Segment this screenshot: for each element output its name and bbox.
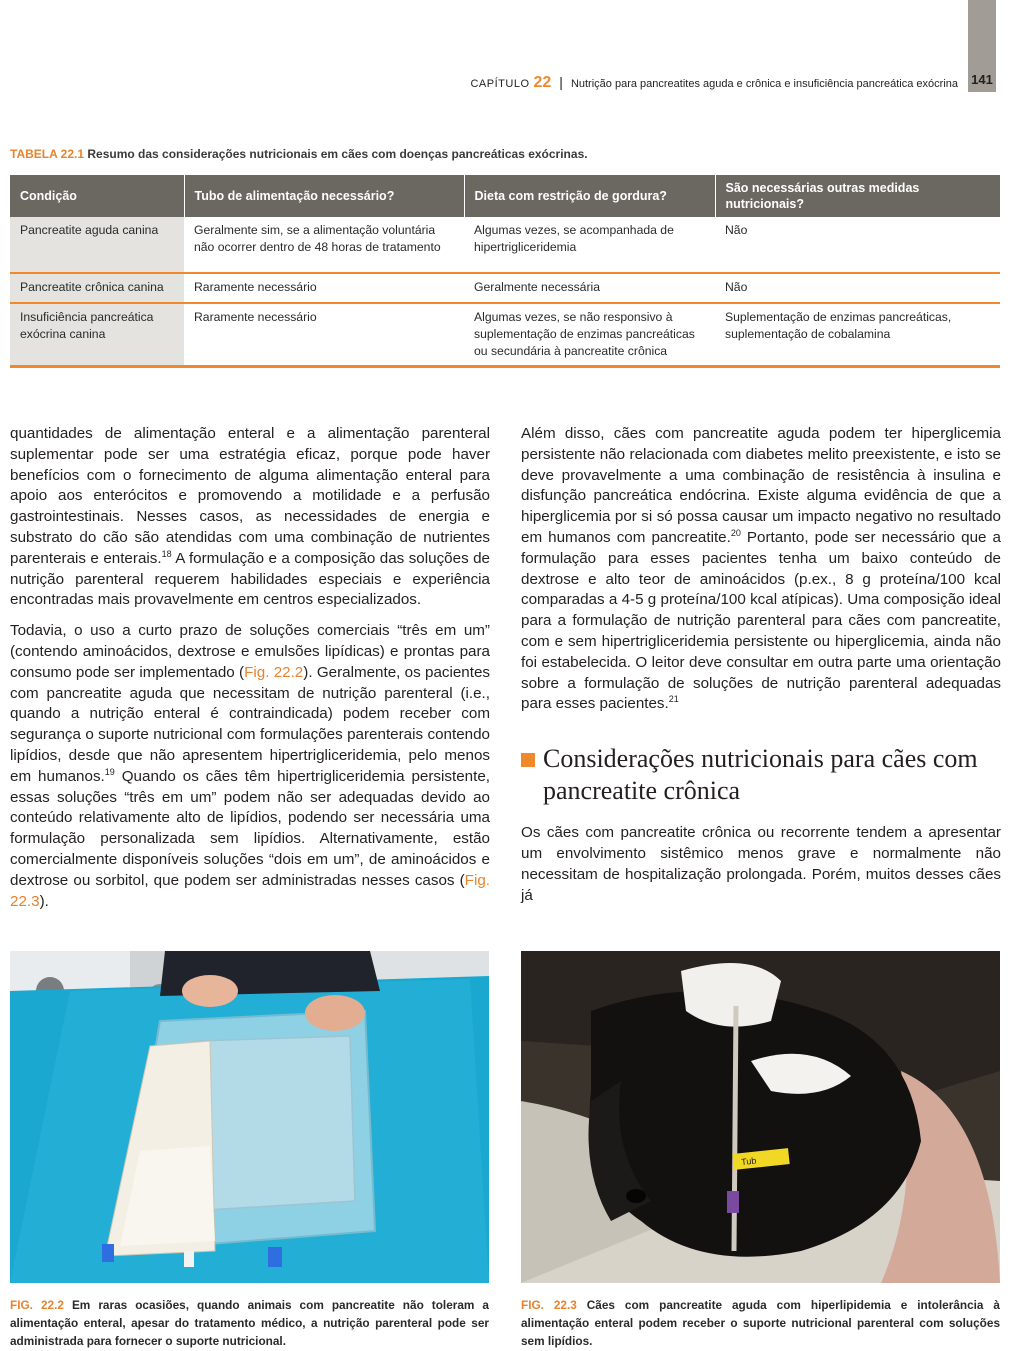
figure-label: FIG. 22.3 <box>521 1298 577 1312</box>
table-header-cell: Condição <box>10 175 184 217</box>
table-header-cell: São necessárias outras medidas nutricionais? <box>715 175 1000 217</box>
text-run: Os cães com pancreatite crônica ou recorrente tendem a apresentar um envolvimento sistêmico menos grave e normalmente não necessitam de hospitalização prolongada. Porém, muitos desses cães já <box>521 824 1001 904</box>
table-cell: Suplementação de enzimas pancreáticas, suplementação de cobalamina <box>715 303 1000 367</box>
text-run: Todavia, o uso a curto prazo de soluções comerciais “três em um” (contendo aminoácidos, dextrose e emulsões lipídicas) e prontas para consumo pode ser implementado ( <box>10 622 490 681</box>
parenteral-bag-illustration <box>10 951 489 1283</box>
table-cell-condition: Insuficiência pancreática exócrina canina <box>10 303 184 367</box>
text-run: Quando os cães têm hipertrigliceridemia persistente, essas soluções “três em um” podem não ser adequadas devido ao conteúdo relativamente alto de lipídios, podendo ser necessária uma formulação personalizada sem lipídios. Alternativamente, estão comercialmente disponíveis soluções “dois em um”, de aminoácidos e dextrose ou sorbitol, que podem ser administradas nesses casos ( <box>10 767 490 889</box>
dog-with-catheter-illustration <box>521 951 1000 1283</box>
section-title: Considerações nutricionais para cães com pancreatite crônica <box>543 744 978 806</box>
table-header-cell: Tubo de alimentação necessário? <box>184 175 464 217</box>
text-run: Além disso, cães com pancreatite aguda podem ter hiperglicemia persistente não relacionada com diabetes melito preexistente, e isto se deve provavelmente a uma combinação de resistência à insulina e disfunção pancreática endócrina. Existe alguma evidência de que a hiperglicemia por si só possa causar um impacto negativo no resultado em humanos com pancreatite. <box>521 425 1001 546</box>
text-run: A formulação e a composição das soluções de nutrição parenteral requerem habilidades especiais e experiência encontradas mais provavelmente em centros especializados. <box>10 549 490 609</box>
section-heading <box>521 743 1001 807</box>
table-cell: Algumas vezes, se acompanhada de hipertrigliceridemia <box>464 217 715 273</box>
tube-tag-label: Tub <box>740 1155 757 1168</box>
figure-22-3-image <box>521 951 1000 1283</box>
table-cell: Não <box>715 217 1000 273</box>
chapter-label: CAPÍTULO <box>470 78 530 90</box>
header-separator: | <box>559 74 563 90</box>
nutrition-table <box>10 175 1000 368</box>
body-paragraph <box>521 823 1001 906</box>
table-row <box>10 303 1000 367</box>
text-run: Portanto, pode ser necessário que a formulação para esses pacientes tenha um baixo conteúdo de dextrose e alto teor de aminoácidos (p.ex., 8 g proteína/100 kcal comparadas a 4-5 g proteína/100 kcal atípicas). Uma composição ideal para a formulação de nutrição parenteral para cães com pancreatite, com e sem hipertrigliceridemia persistente ou hiperglicemia, ainda não foi estabelecida. O leitor deve consultar em outra parte uma orientação sobre a formulação de soluções de nutrição parenteral adequadas para esses pacientes. <box>521 528 1001 713</box>
table-caption-text: Resumo das considerações nutricionais em cães com doenças pancreáticas exócrinas. <box>84 147 588 161</box>
body-paragraph <box>521 424 1001 715</box>
table-header-row <box>10 175 1000 217</box>
body-column-right <box>521 424 1001 916</box>
table-header-cell: Dieta com restrição de gordura? <box>464 175 715 217</box>
reference-superscript: 21 <box>668 694 679 705</box>
table-cell: Raramente necessário <box>184 273 464 303</box>
table-cell-condition: Pancreatite aguda canina <box>10 217 184 273</box>
reference-superscript: 20 <box>730 527 741 538</box>
figure-22-3-caption <box>521 1296 1000 1350</box>
figure-label: FIG. 22.2 <box>10 1298 64 1312</box>
running-header <box>470 74 958 92</box>
page-number: 141 <box>971 72 993 87</box>
reference-superscript: 18 <box>161 548 172 559</box>
text-run: ). <box>39 892 49 910</box>
reference-superscript: 19 <box>104 766 115 777</box>
section-marker-square <box>521 753 535 767</box>
figure-caption-text: Cães com pancreatite aguda com hiperlipidemia e intolerância à alimentação enteral podem receber o suporte nutricional parenteral com soluções sem lipídios. <box>521 1298 1000 1348</box>
table-label: TABELA 22.1 <box>10 147 85 161</box>
body-paragraph <box>10 424 490 611</box>
chapter-title: Nutrição para pancreatites aguda e crônica e insuficiência pancreática exócrina <box>570 78 958 90</box>
table-row <box>10 217 1000 273</box>
figure-22-2-image <box>10 951 489 1283</box>
table-cell: Algumas vezes, se não responsivo à suplementação de enzimas pancreáticas ou secundária à pancreatite crônica <box>464 303 715 367</box>
body-column-left <box>10 424 490 922</box>
table-cell: Geralmente sim, se a alimentação voluntária não ocorrer dentro de 48 horas de tratamento <box>184 217 464 273</box>
figure-22-2-caption <box>10 1296 489 1350</box>
table-cell: Geralmente necessária <box>464 273 715 303</box>
table-cell-condition: Pancreatite crônica canina <box>10 273 184 303</box>
chapter-number: 22 <box>533 74 552 91</box>
figure-reference-link[interactable]: Fig. 22.3 <box>10 871 490 910</box>
table-caption <box>10 147 588 161</box>
figure-caption-text: Em raras ocasiões, quando animais com pancreatite não toleram a alimentação enteral, apesar do tratamento médico, a nutrição parenteral pode ser administrada para fornecer o suporte nutricional. <box>10 1298 489 1348</box>
text-run: ). Geralmente, os pacientes com pancreatite aguda que necessitam de nutrição parenteral (i.e., quando a nutrição enteral é contraindicada) podem receber com segurança o suporte nutricional com formulações parenterais contendo lipídios, desde que não apresentem hipertrigliceridemia, pelo menos em humanos. <box>10 663 491 785</box>
table-row <box>10 273 1000 303</box>
table-cell: Não <box>715 273 1000 303</box>
body-paragraph <box>10 621 490 912</box>
figure-reference-link[interactable]: Fig. 22.2 <box>244 663 304 681</box>
text-run: quantidades de alimentação enteral e a alimentação parenteral suplementar pode ser uma estratégia eficaz, porque pode haver benefícios com o fornecimento de alguma alimentação enteral para apoio aos enterócitos e promovendo a motilidade e a perfusão gastrointestinais. Nesses casos, as necessidades de energia e substrato do cão são atendidas com uma combinação de nutrientes parenterais e enterais. <box>10 425 490 567</box>
table-cell: Raramente necessário <box>184 303 464 367</box>
